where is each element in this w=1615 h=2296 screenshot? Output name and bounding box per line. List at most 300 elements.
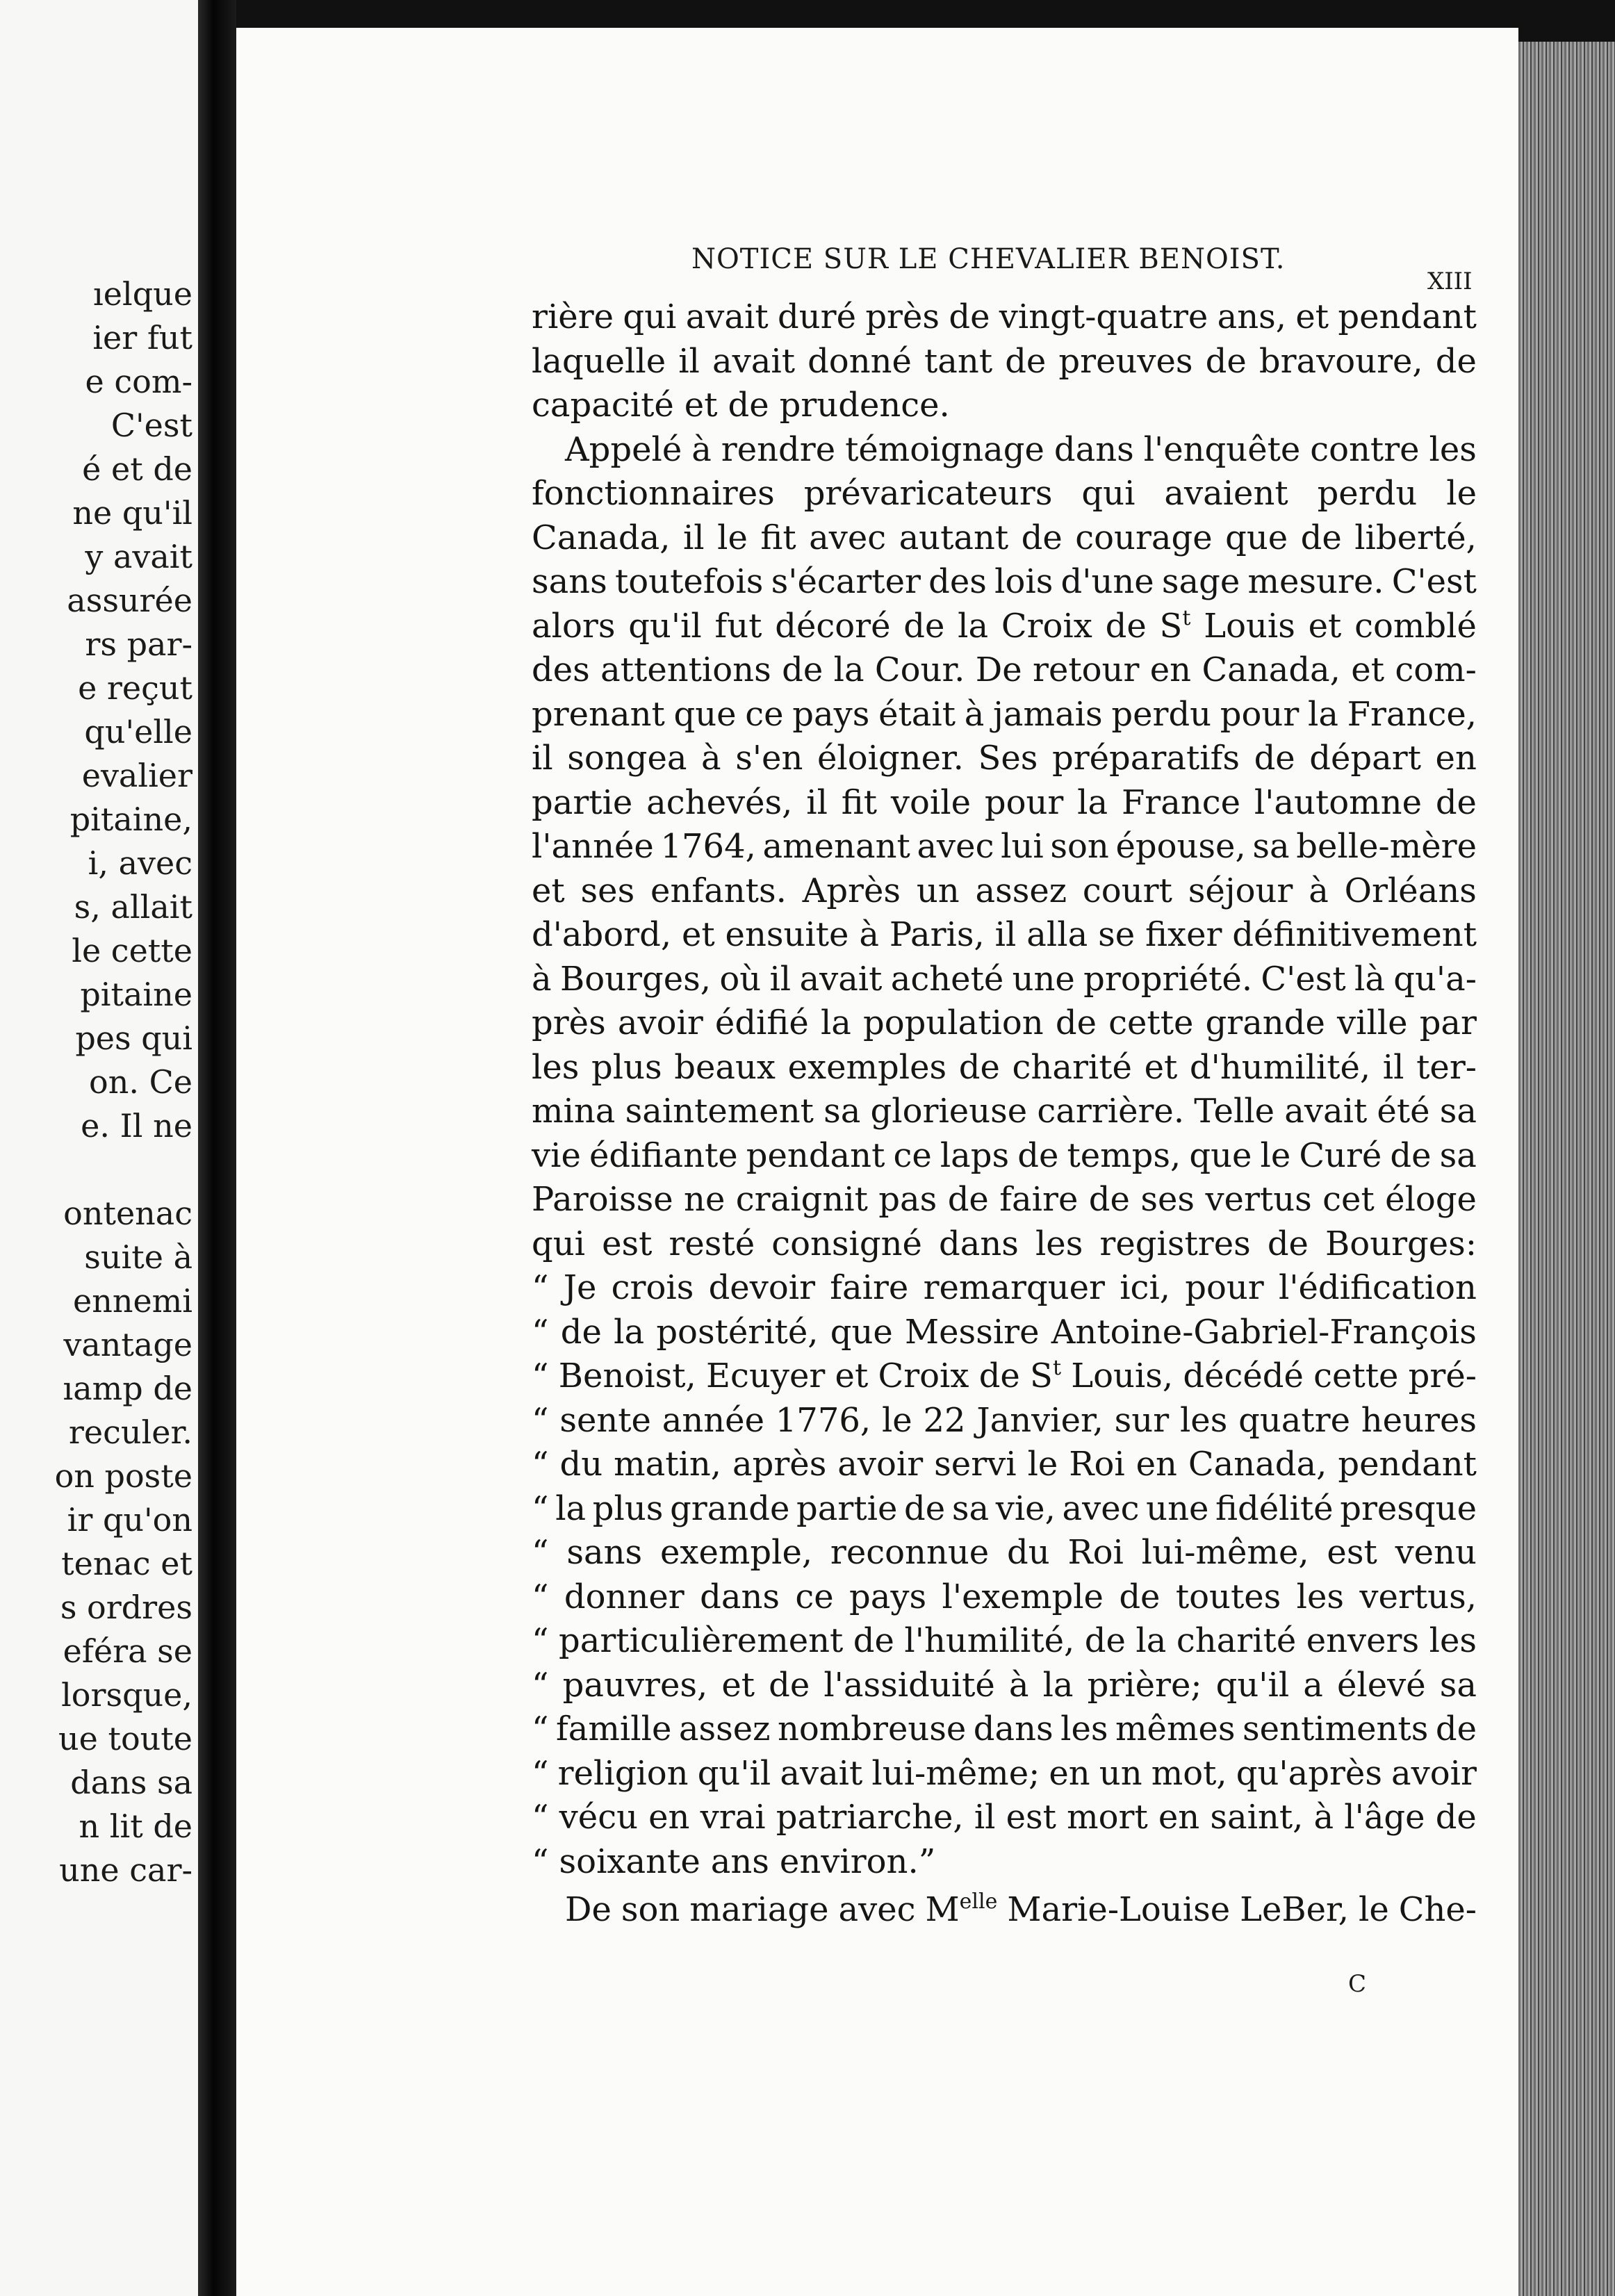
text-line [532, 1047, 1477, 1092]
word: éloge [1385, 1180, 1477, 1219]
word: cet [1322, 1180, 1375, 1219]
word: rière [532, 297, 614, 336]
word: les [1429, 1621, 1477, 1660]
word: pendant [1338, 297, 1477, 336]
word: avec [809, 518, 887, 557]
word: édifiante [589, 1135, 738, 1175]
text-line [532, 1180, 1477, 1224]
word: De [975, 650, 1022, 689]
word: France, [1347, 694, 1477, 734]
word: contre [1310, 429, 1420, 469]
word: est [602, 1224, 653, 1263]
text-line [532, 1312, 1477, 1357]
text-line [532, 388, 1477, 430]
word: de [1254, 739, 1295, 778]
word: une [1012, 959, 1075, 999]
word: à [1309, 871, 1329, 910]
word: les [532, 1047, 580, 1087]
left-page-line: rs par- [85, 625, 192, 663]
word: pré- [1408, 1356, 1477, 1395]
word: avait [799, 959, 883, 999]
word: en [1435, 739, 1477, 778]
word: Benoist, [558, 1356, 696, 1395]
left-page-line: pitaine [80, 976, 192, 1013]
word: avoir [1391, 1753, 1477, 1793]
word: avec [917, 827, 994, 866]
word: ses [580, 871, 635, 910]
word: comblé [1354, 606, 1477, 646]
text-line [532, 650, 1477, 695]
word: où [719, 959, 762, 999]
word: partie [796, 1489, 898, 1528]
word: dans [939, 1224, 1019, 1263]
word: reconnue [830, 1533, 990, 1572]
word: s'écarter [771, 562, 921, 601]
word: environ.” [779, 1842, 936, 1881]
word: Paris, [889, 915, 985, 954]
word: court [1082, 871, 1172, 910]
signature-mark: C [1348, 1970, 1367, 1998]
word: $M^{elle}$ [925, 1889, 998, 1929]
word: près [865, 297, 940, 336]
word: “ [532, 1842, 549, 1881]
word: perdu [1317, 474, 1418, 513]
left-page-line: dans sa [70, 1764, 192, 1801]
word: à [532, 959, 552, 999]
word: duré [778, 297, 856, 336]
word: il [974, 1798, 996, 1837]
left-page-line: assurée [67, 582, 192, 619]
word: l'enquête [1143, 429, 1301, 469]
word: le [881, 1400, 912, 1440]
text-line [532, 1709, 1477, 1754]
word: avait [685, 297, 769, 336]
word: en [648, 1798, 690, 1837]
word: de [769, 1665, 810, 1705]
word: donner [564, 1577, 684, 1616]
word: du [1007, 1533, 1050, 1572]
word: Canada, [1188, 1445, 1327, 1484]
word: population [863, 1003, 1044, 1042]
text-line [565, 1889, 1477, 1935]
left-page-line: lorsque, [61, 1676, 192, 1714]
word: $S^t$ [1030, 1356, 1061, 1395]
word: “ [532, 1753, 549, 1793]
word: carrière. [1037, 1092, 1185, 1131]
word: mesure. [1247, 562, 1384, 601]
word: du [559, 1445, 603, 1484]
word: le [1260, 1135, 1291, 1175]
word: éloigner. [817, 739, 964, 778]
word: et [721, 1665, 755, 1705]
left-page-line: suite à [84, 1238, 192, 1276]
word: lui-même, [1141, 1533, 1309, 1572]
word: est [1327, 1533, 1377, 1572]
word: de [1119, 1577, 1161, 1616]
word: Antoine-Gabriel-François [1051, 1312, 1477, 1352]
word: $S^t$ [1159, 605, 1191, 646]
word: à [691, 429, 712, 469]
word: témoignage [845, 429, 1044, 469]
left-page-line: i, avec [88, 844, 192, 882]
word: C'est [1261, 959, 1346, 999]
text-line [532, 1621, 1477, 1666]
book-page [236, 28, 1518, 2296]
word: la [1077, 782, 1108, 822]
word: la [1136, 1621, 1167, 1660]
word: l'exemple [942, 1577, 1104, 1616]
word: Telle [1194, 1092, 1275, 1131]
word: il [806, 782, 828, 822]
word: “ [532, 1533, 549, 1572]
text-line [532, 1268, 1477, 1313]
word: Messire [905, 1312, 1040, 1352]
left-page-line: ne qu'il [72, 494, 192, 532]
word: à [701, 739, 721, 778]
word: sentiments [1243, 1709, 1429, 1748]
word: “ [532, 1400, 549, 1440]
word: rendre [721, 429, 836, 469]
word: laps [940, 1135, 1010, 1175]
word: de [903, 606, 945, 646]
word: de [1055, 1003, 1097, 1042]
left-page-line: eféra se [63, 1632, 192, 1670]
word: de [853, 1621, 894, 1660]
text-line [532, 1533, 1477, 1577]
word: qu'il [628, 606, 702, 646]
left-page-line: ier fut [92, 319, 192, 356]
word: élevé [1336, 1665, 1426, 1705]
word: de [1435, 1798, 1477, 1837]
left-page-line: ontenac [63, 1195, 192, 1232]
text-line [532, 474, 1477, 518]
word: belle-mère [1296, 827, 1477, 866]
word: sente [559, 1400, 651, 1440]
word: et [1295, 297, 1329, 336]
word: pays [849, 1577, 927, 1616]
word: “ [532, 1356, 549, 1395]
word: qu'après [1236, 1753, 1382, 1793]
word: retour [1033, 650, 1140, 689]
word: vingt-quatre [999, 297, 1208, 336]
text-line [532, 1400, 1477, 1445]
word: devoir [708, 1268, 816, 1307]
left-page-line: pes qui [75, 1019, 192, 1057]
word: sur [1114, 1400, 1170, 1440]
word: registres [1099, 1224, 1251, 1263]
text-line [532, 741, 1477, 783]
word: envers [1306, 1621, 1420, 1660]
word: à [1313, 1798, 1334, 1837]
left-page-line: e com- [85, 363, 192, 400]
word: laquelle [532, 341, 666, 381]
word: ici, [1120, 1268, 1171, 1307]
left-page-line: evalier [81, 757, 192, 794]
word: ensuite [725, 915, 849, 954]
word: fit [760, 518, 796, 557]
text-line [532, 1798, 1477, 1842]
word: religion [557, 1753, 689, 1793]
text-line [532, 1665, 1477, 1710]
word: “ [532, 1665, 549, 1705]
word: exemple, [659, 1533, 813, 1572]
word: l'édification [1278, 1268, 1477, 1307]
word: de [1084, 1621, 1126, 1660]
text-line [532, 1094, 1477, 1136]
word: saintement [625, 1092, 814, 1131]
word: après [732, 1445, 827, 1484]
word: en [1158, 1798, 1200, 1837]
word: l'âge [1344, 1798, 1425, 1837]
word: à [964, 694, 985, 734]
word: consigné [771, 1224, 922, 1263]
word: 1764, [660, 827, 756, 866]
word: vrai [700, 1798, 766, 1837]
word: alors [532, 606, 616, 646]
word: qui [532, 1224, 585, 1263]
word: prévaricateurs [803, 474, 1053, 513]
word: de [1435, 1709, 1477, 1748]
word: bravoure, [1259, 341, 1423, 381]
text-line [532, 341, 1477, 386]
word: capacité [532, 386, 674, 425]
word: fit [841, 782, 878, 822]
word: lui-même; [871, 1753, 1040, 1793]
word: mêmes [1115, 1709, 1236, 1748]
word: préparatifs [1051, 739, 1240, 778]
word: de [1435, 341, 1477, 381]
word: avait [780, 1753, 863, 1793]
word: qu'il [697, 1753, 771, 1793]
word: l'humilité, [904, 1621, 1075, 1660]
word: matin, [614, 1445, 722, 1484]
word: en [1049, 1753, 1090, 1793]
word: toutes [1175, 1577, 1281, 1616]
word: vécu [559, 1798, 638, 1837]
word: et [1351, 650, 1384, 689]
word: son [621, 1890, 680, 1929]
word: de [1435, 782, 1477, 822]
word: été [1377, 1092, 1430, 1131]
word: grande [670, 1489, 790, 1528]
word: et [1144, 1047, 1178, 1087]
word: de [1005, 341, 1047, 381]
word: en [1136, 1445, 1177, 1484]
word: les [1060, 1709, 1108, 1748]
word: la [833, 650, 864, 689]
word: que [1225, 518, 1288, 557]
word: d'abord, [532, 915, 672, 954]
word: alla [1026, 915, 1088, 954]
text-line [532, 605, 1477, 651]
left-page-line: s, allait [74, 888, 192, 926]
word: Louis [1204, 606, 1295, 646]
word: 22 [923, 1400, 966, 1440]
word: et [684, 386, 718, 425]
left-page-line: le cette [72, 932, 192, 969]
word: Appelé [565, 429, 682, 469]
word: “ [532, 1577, 549, 1616]
word: ce [795, 1577, 834, 1616]
word: épouse, [1115, 827, 1246, 866]
word: plus [592, 1489, 664, 1528]
word: il [769, 959, 792, 999]
word: prudence. [779, 386, 950, 425]
word: faire [830, 1268, 909, 1307]
word: acheté [890, 959, 1004, 999]
word: avoir [617, 1003, 703, 1042]
word: ans, [1217, 297, 1287, 336]
word: resté [669, 1224, 755, 1263]
word: de [1017, 1135, 1059, 1175]
word: propriété. [1083, 959, 1253, 999]
word: patriarche, [776, 1798, 964, 1837]
word: preuves [1058, 341, 1193, 381]
word: tant [924, 341, 993, 381]
word: départ [1309, 739, 1421, 778]
word: de [1021, 518, 1063, 557]
word: “ [532, 1798, 549, 1837]
text-line [532, 1224, 1477, 1269]
text-line [532, 562, 1477, 607]
word: sans [566, 1533, 643, 1572]
word: Ecuyer [706, 1356, 826, 1395]
word: fixer [1145, 915, 1222, 954]
text-line [532, 959, 1477, 1004]
word: assez [678, 1709, 771, 1748]
word: la [958, 606, 989, 646]
word: les [1035, 1224, 1083, 1263]
word: quatre [1238, 1400, 1350, 1440]
left-page-line: s ordres [60, 1589, 192, 1626]
word: édifié [714, 1003, 809, 1042]
text-line [532, 827, 1477, 871]
word: C'est [1391, 562, 1477, 601]
word: vertus [1205, 1180, 1312, 1219]
body-text [236, 28, 1518, 2296]
word: “ [532, 1268, 549, 1307]
word: de [1390, 1135, 1432, 1175]
word: France [1121, 782, 1241, 822]
word: faire [999, 1180, 1079, 1219]
word: sa [1252, 827, 1290, 866]
word: dans [973, 1709, 1054, 1748]
word: presque [1340, 1489, 1477, 1528]
word: d'une [1060, 562, 1154, 601]
word: famille [556, 1709, 672, 1748]
word: “ [532, 1312, 549, 1352]
word: sa [1439, 1135, 1477, 1175]
word: lui [1001, 827, 1044, 866]
word: l'année [532, 827, 654, 866]
text-line [532, 518, 1477, 563]
word: vertus, [1359, 1577, 1477, 1616]
word: ter- [1416, 1047, 1477, 1087]
word: près [532, 1003, 606, 1042]
word: de [904, 1489, 946, 1528]
left-page-line: C'est [110, 407, 192, 444]
word: Louis, [1071, 1356, 1174, 1395]
word: vie [532, 1135, 581, 1175]
word: de [949, 297, 990, 336]
text-line [532, 694, 1477, 739]
word: pour [1220, 694, 1300, 734]
word: qui [1081, 474, 1136, 513]
word: “ [532, 1489, 549, 1528]
word: se [1098, 915, 1136, 954]
word: Croix [878, 1356, 969, 1395]
word: de [1300, 518, 1342, 557]
word: les [1429, 429, 1477, 469]
word: pour [1185, 1268, 1264, 1307]
word: fidélité [1215, 1489, 1334, 1528]
word: son [1050, 827, 1109, 866]
word: Curé [1299, 1135, 1382, 1175]
word: en [1149, 650, 1192, 689]
left-page-line: reculer. [68, 1413, 192, 1451]
word: de [1205, 341, 1247, 381]
running-head: NOTICE SUR LE CHEVALIER BENOIST. [691, 243, 1286, 275]
word: Orléans [1344, 871, 1477, 910]
word: ce [745, 694, 784, 734]
word: sa [951, 1489, 990, 1528]
left-page-line: une car- [59, 1851, 192, 1889]
word: la [1042, 1665, 1074, 1705]
word: jamais [993, 694, 1103, 734]
word: que [1189, 1135, 1252, 1175]
word: prière; [1087, 1665, 1202, 1705]
word: heures [1361, 1400, 1477, 1440]
word: crois [611, 1268, 694, 1307]
word: de [1267, 1224, 1309, 1263]
word: songea [567, 739, 687, 778]
word: 1776, [775, 1400, 871, 1440]
word: le [1027, 1445, 1058, 1484]
word: attentions [600, 650, 771, 689]
book-gutter [198, 0, 236, 2296]
word: qu'a- [1393, 959, 1477, 999]
word: Bourges, [559, 959, 711, 999]
word: soixante [559, 1842, 700, 1881]
left-page-line: n lit de [79, 1807, 192, 1845]
word: Roi [1069, 1445, 1125, 1484]
word: la [820, 1003, 851, 1042]
page-number: XIII [1427, 268, 1473, 295]
word: ne [684, 1180, 725, 1219]
word: ville [1336, 1003, 1408, 1042]
text-line [532, 1489, 1477, 1534]
left-page-line: y avait [85, 538, 192, 575]
word: la [555, 1489, 587, 1528]
word: il [994, 915, 1017, 954]
word: les [1296, 1577, 1345, 1616]
word: charité [1012, 1047, 1132, 1087]
word: définitivement [1232, 915, 1477, 954]
word: de [560, 1312, 602, 1352]
word: là [1354, 959, 1385, 999]
text-line [565, 429, 1477, 475]
word: avaient [1164, 474, 1288, 513]
word: “ [532, 1445, 549, 1484]
left-page-line: ıelque [93, 275, 192, 313]
word: sa [823, 1092, 861, 1131]
word: particulièrement [559, 1621, 844, 1660]
word: séjour [1188, 871, 1293, 910]
left-page-line: e. Il ne [81, 1107, 192, 1145]
word: la [1307, 694, 1338, 734]
word: que [830, 1312, 893, 1352]
word: avait [712, 341, 795, 381]
